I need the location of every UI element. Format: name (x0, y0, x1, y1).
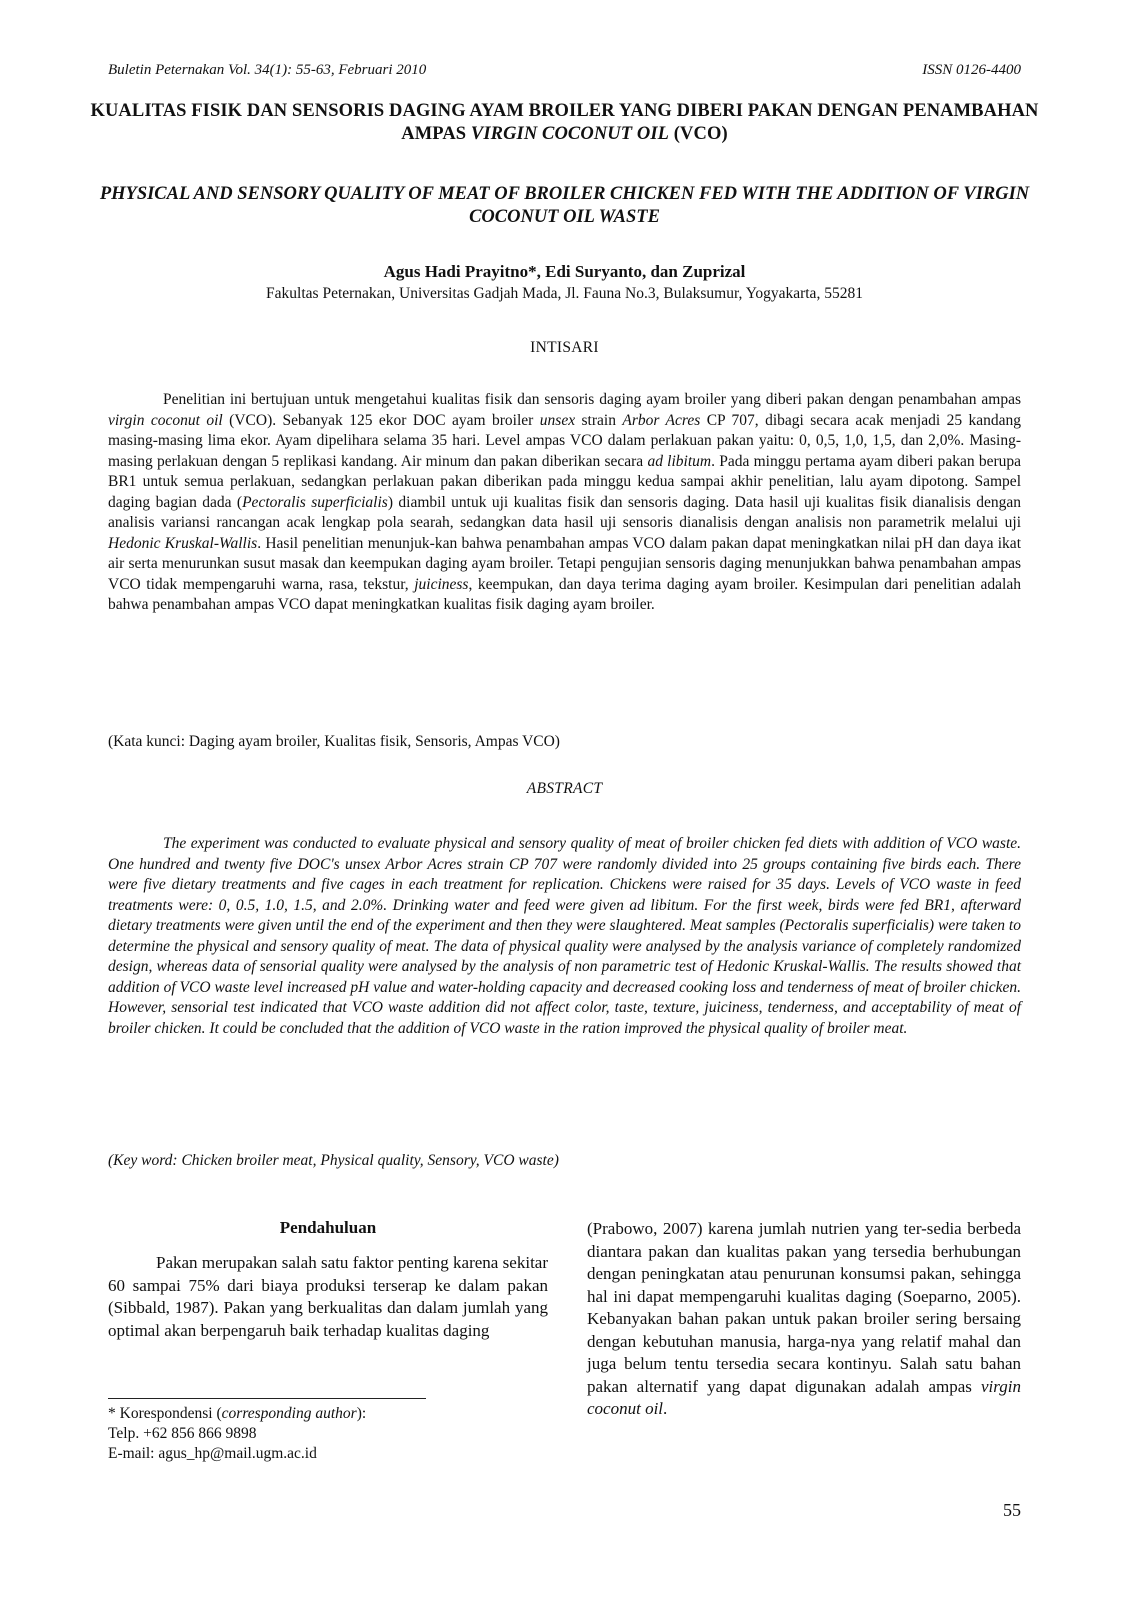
right-column (587, 1218, 1021, 1421)
intisari-paragraph (108, 390, 1021, 616)
intisari-text: ) diambil untuk uji kualitas fisik dan sensoris daging. Data hasil uji kualitas fisik dianalisis dengan analisis variansi rancangan acak lengkap pola searah, sedangkan data hasil uji sensoris dianalisis dengan analisis non parametrik melalui uji (108, 493, 1021, 531)
intisari-italic: Pectoralis superficialis (242, 493, 388, 511)
affiliation: Fakultas Peternakan, Universitas Gadjah Mada, Jl. Fauna No.3, Bulaksumur, Yogyakarta, 55281 (266, 285, 863, 302)
intisari-italic: unsex (539, 411, 576, 429)
footnote-rule (108, 1398, 426, 1399)
key-word: (Key word: Chicken broiler meat, Physical quality, Sensory, VCO waste) (108, 1152, 559, 1169)
intisari-italic: virgin coconut oil (108, 411, 223, 429)
journal-citation: Buletin Peternakan Vol. 34(1): 55-63, Februari 2010 (108, 62, 427, 78)
abstract-heading: ABSTRACT (526, 780, 603, 797)
footnote-label-text: * Korespondensi ( (108, 1405, 222, 1422)
title-id-part1: KUALITAS FISIK DAN SENSORIS DAGING AYAM BROILER YANG DIBERI PAKAN DENGAN PENAMBAHAN AMPAS (90, 101, 1039, 144)
intisari-text: CP 707, dibagi secara acak menjadi 25 kandang masing-masing lima ekor. Ayam dipelihara selama 35 hari. Level ampas VCO dalam perlakuan pakan yaitu: 0, 0,5, 1,0, 1,5, dan 2,0%. Masing-masing perlakuan dengan 5 replikasi kandang. Air minum dan pakan diberikan secara (108, 411, 1022, 470)
intisari-text: Penelitian ini bertujuan untuk mengetahui kualitas fisik dan sensoris daging ayam broiler yang diberi pakan dengan penambahan ampas (163, 391, 1021, 408)
intisari-italic: Arbor Acres (622, 411, 701, 429)
title-id-part2: (VCO) (669, 124, 728, 144)
left-column (108, 1218, 548, 1342)
intisari-italic: juiciness (414, 575, 469, 593)
title-indonesian (90, 100, 1039, 146)
footnote-label (108, 1404, 548, 1424)
footnote-phone: Telp. +62 856 866 9898 (108, 1425, 257, 1442)
authors: Agus Hadi Prayitno*, Edi Suryanto, dan Zuprizal (383, 262, 746, 281)
right-italic: virgin coconut oil (587, 1376, 1021, 1418)
pendahuluan-left-text: Pakan merupakan salah satu faktor penting karena sekitar 60 sampai 75% dari biaya produksi terserap ke dalam pakan (Sibbald, 1987). Pakan yang berkualitas dan dalam jumlah yang optimal akan berpengaruh baik terhadap kualitas daging (108, 1253, 548, 1340)
kata-kunci: (Kata kunci: Daging ayam broiler, Kualitas fisik, Sensoris, Ampas VCO) (108, 733, 560, 750)
intisari-text: , keempukan, dan daya terima daging ayam broiler. Kesimpulan dari penelitian adalah bahwa penambahan ampas VCO dapat meningkatkan kualitas fisik daging ayam broiler. (108, 575, 1021, 613)
intisari-heading: INTISARI (530, 339, 599, 356)
page-number: 55 (1003, 1500, 1021, 1520)
pendahuluan-heading: Pendahuluan (279, 1218, 377, 1237)
intisari-text: . Hasil penelitian menunjuk-kan bahwa penambahan ampas VCO dalam pakan dapat meningkatkan nilai pH dan daya ikat air serta menurunkan susut masak dan keempukan daging ayam broiler. Tetapi pengujian sensoris daging menunjukkan bahwa penambahan ampas VCO tidak mempengaruhi warna, rasa, tekstur, (108, 534, 1021, 593)
footnote-label-italic: corresponding author (221, 1405, 357, 1422)
footnote-email: E-mail: agus_hp@mail.ugm.ac.id (108, 1445, 317, 1462)
issn: ISSN 0126-4400 (922, 62, 1021, 78)
title-id-italic: VIRGIN COCONUT OIL (470, 124, 670, 144)
intisari-text: (VCO). Sebanyak 125 ekor DOC ayam broiler (222, 411, 540, 429)
abstract-paragraph: The experiment was conducted to evaluate physical and sensory quality of meat of broiler chicken fed diets with addition of VCO waste. One hundred and twenty five DOC's unsex Arbor Acres strain CP 707 were randomly divided into 25 groups containing five birds each. There were five dietary treatments and five cages in each treatment for replication. Chickens were raised for 35 days. Levels of VCO waste in feed treatments were: 0, 0.5, 1.0, 1.5, and 2.0%. Drinking water and feed were given ad libitum. For the first week, birds were fed BR1, afterward dietary treatments were given until the end of the experiment and then they were slaughtered. Meat samples (Pectoralis superficialis) were taken to determine the physical and sensory quality of meat. The data of physical quality were analysed by the analysis variance of completely randomized design, whereas data of sensorial quality were analysed by the analysis of non parametric test of Hedonic Kruskal-Wallis. The results showed that addition of VCO waste level increased pH value and water-holding capacity and decreased cooking loss and tenderness of meat of broiler chicken. However, sensorial test indicated that VCO waste addition did not affect color, taste, texture, juiciness, tenderness, and acceptability of meat of broiler chicken. It could be concluded that the addition of VCO waste in the ration improved the physical quality of broiler meat. (108, 835, 1021, 1037)
intisari-text: . Pada minggu pertama ayam diberi pakan berupa BR1 untuk semua perlakuan, sedangkan perlakuan pakan diberikan pada minggu kedua sampai akhir penelitian, lalu ayam dipotong. Sampel daging bagian dada ( (108, 452, 1021, 511)
intisari-italic: ad libitum (647, 452, 712, 470)
footnote (108, 1404, 548, 1464)
title-english: PHYSICAL AND SENSORY QUALITY OF MEAT OF BROILER CHICKEN FED WITH THE ADDITION OF VIRGIN COCONUT OIL WASTE (99, 184, 1030, 227)
right-end: . (663, 1399, 668, 1418)
right-text: (Prabowo, 2007) karena jumlah nutrien yang ter-sedia berbeda diantara pakan dan kualitas pakan yang tersedia berhubungan dengan peningkatan atau penurunan konsumsi pakan, sehingga hal ini dapat mempengaruhi kualitas daging (Soeparno, 2005). Kebanyakan bahan pakan untuk pakan broiler sering bersaing dengan kebutuhan manusia, harga-nya yang relatif mahal dan juga belum tentu tersedia secara kontinyu. Salah satu bahan pakan alternatif yang dapat digunakan adalah ampas (587, 1219, 1021, 1396)
intisari-italic: Hedonic Kruskal-Wallis (108, 534, 258, 552)
pendahuluan-right-text (587, 1218, 1021, 1421)
intisari-text: strain (575, 411, 623, 429)
footnote-label-end: ): (356, 1405, 367, 1422)
